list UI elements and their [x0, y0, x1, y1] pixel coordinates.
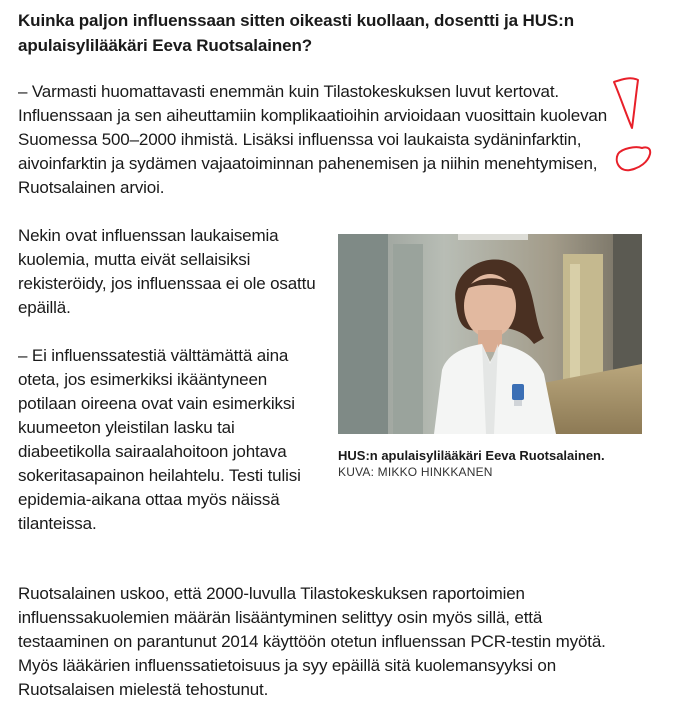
exclamation-dot: [617, 147, 650, 170]
paragraph-2: Nekin ovat influenssan laukaisemia kuolemia, mutta eivät sellaisiksi rekisteröidy, jos influenssaa ei ole osattu epäillä.: [18, 226, 316, 317]
content-row: [18, 224, 658, 562]
photo-caption: HUS:n apulaisylilääkäri Eeva Ruotsalainen.: [338, 448, 605, 463]
red-exclamation-mark-annotation: [606, 74, 658, 184]
answer-paragraph: – Varmasti huomattavasti enemmän kuin Tilastokeskuksen luvut kertovat. Influenssaan ja sen aiheuttamiin komplikaatioihin arvioidaan vuosittain kuolevan Suomessa 500–2000 ihmistä. Lisäksi influenssa voi laukaista sydäninfarktin, aivoinfarktin ja sydämen vajaatoiminnan pahenemisen ja niihin menehtymisen, Ruotsalainen arvioi.: [18, 82, 608, 197]
article: [18, 8, 658, 702]
exclamation-stroke: [614, 78, 638, 128]
paragraph-3: – Ei influenssatestiä välttämättä aina oteta, jos esimerkiksi ikääntyneen potilaan oireena ovat vain esimerkiksi kuumeeton yleistilan lasku tai diabeetikolla sairaalahoitoon johtava sokeritasapainon heilahtelu. Testi tulisi epidemia-aikana ottaa myös näissä tilanteissa.: [18, 346, 301, 533]
portrait-photo[interactable]: [338, 234, 642, 434]
left-column: [18, 224, 328, 560]
photo-credit: KUVA: MIKKO HINKKANEN: [338, 465, 493, 479]
photo-figure: [338, 234, 642, 480]
paragraph-4: Ruotsalainen uskoo, että 2000-luvulla Tilastokeskuksen raportoimien influenssakuolemien määrän lisääntyminen selittyy osin myös sillä, että testaaminen on parantunut 2014 käyttöön otetun influenssan PCR-testin myötä. Myös lääkärien influenssatietoisuus ja syy epäillä sitä kuolemansyyksi on Ruotsalaisen mielestä tehostunut.: [18, 584, 606, 699]
interview-question: Kuinka paljon influenssaan sitten oikeasti kuollaan, dosentti ja HUS:n apulaisylilääkäri Eeva Ruotsalainen?: [18, 11, 574, 55]
